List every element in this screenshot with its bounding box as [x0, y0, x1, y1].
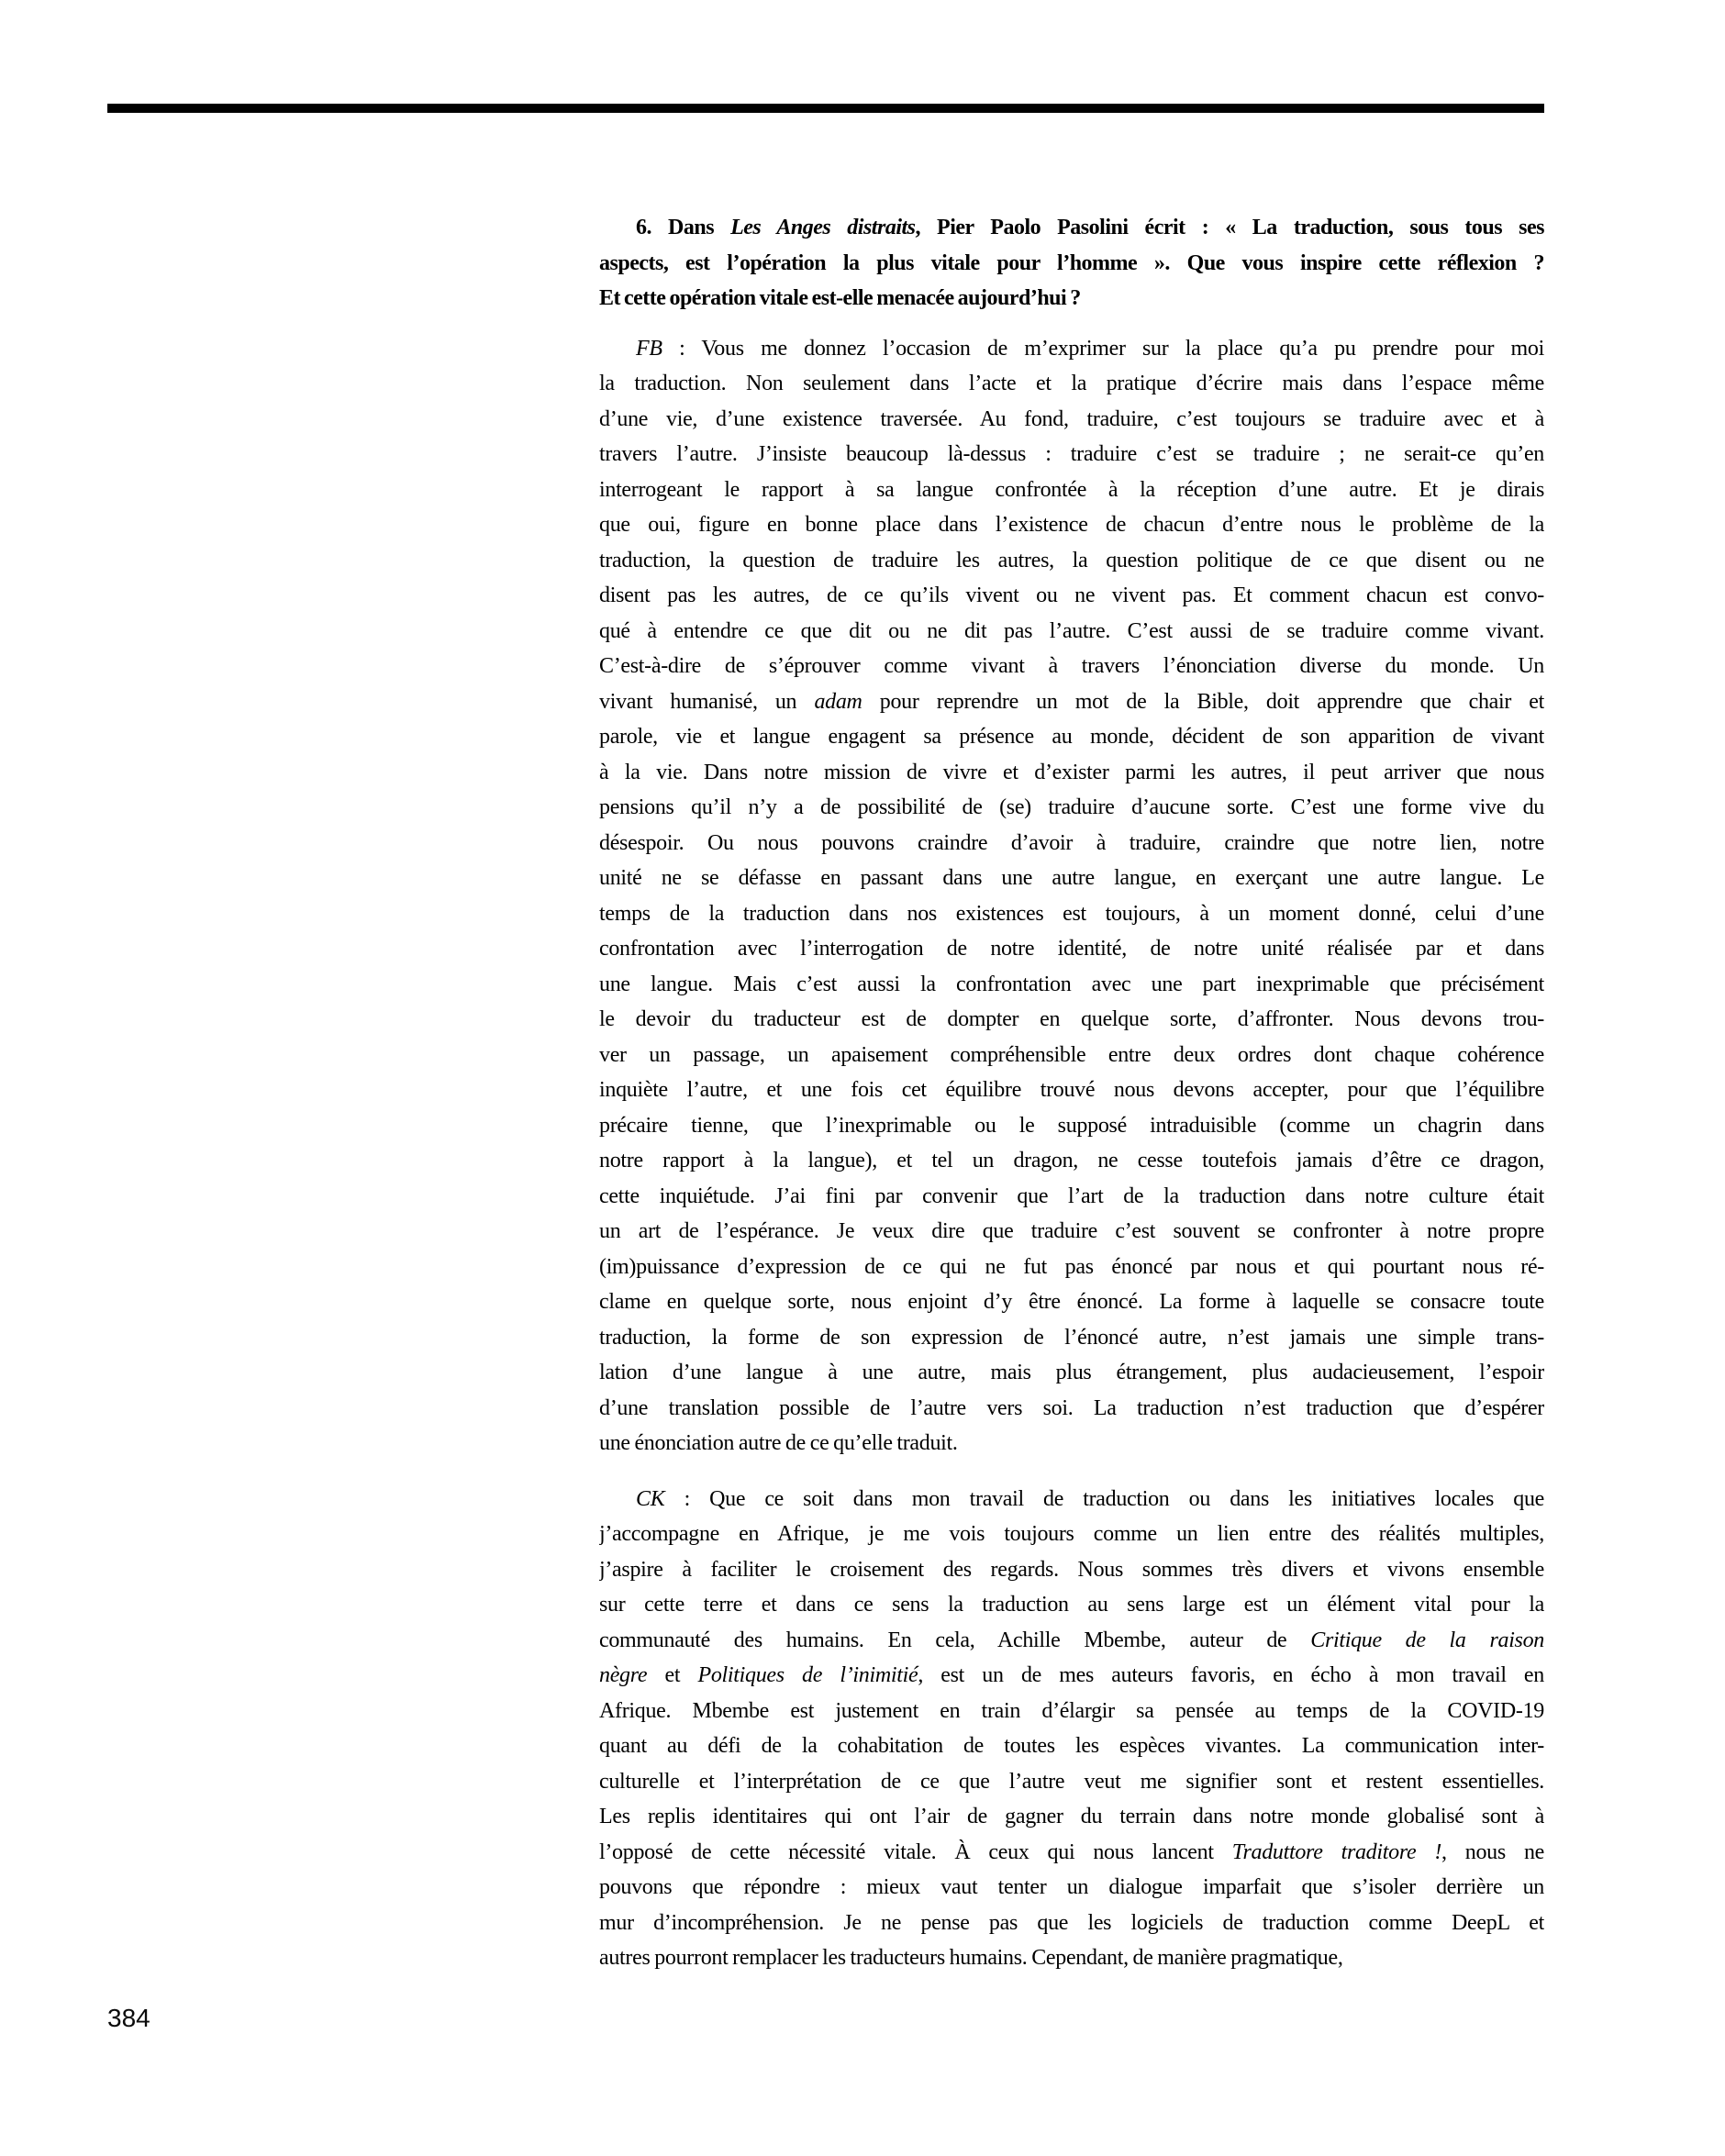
text-line: [599, 684, 1544, 720]
text-line: [599, 246, 1544, 282]
text-line: [599, 790, 1544, 826]
text-line: [599, 1179, 1544, 1215]
text-run: désespoir. Ou nous pouvons craindre d’avoir à traduire, craindre que notre lien, notre: [599, 830, 1544, 855]
text-line: [599, 1072, 1544, 1108]
text-line: [599, 1517, 1544, 1552]
text-run: , Pier Paolo Pasolini écrit : « La traduction, sous tous ses: [915, 216, 1544, 239]
text-line: [599, 896, 1544, 932]
text-line: [599, 1940, 1544, 1976]
text-run: qué à entendre ce que dit ou ne dit pas l’autre. C’est aussi de se traduire comme vivant.: [599, 618, 1544, 643]
text-line: [599, 1355, 1544, 1391]
text-run: une langue. Mais c’est aussi la confrontation avec une part inexprimable que précisément: [599, 972, 1544, 996]
text-run: vivant humanisé, un: [599, 689, 815, 714]
text-run: culturelle et l’interprétation de ce que l’autre veut me signifier sont et restent essentielles.: [599, 1769, 1544, 1794]
text-run: d’une vie, d’une existence traversée. Au fond, traduire, c’est toujours se traduire avec et à: [599, 406, 1544, 431]
text-run: sur cette terre et dans ce sens la traduction au sens large est un élément vital pour la: [599, 1593, 1544, 1617]
text-run: autres pourront remplacer les traducteurs humains. Cependant, de manière pragmatique,: [599, 1946, 1343, 1970]
italic-text-run: nègre: [599, 1663, 648, 1687]
text-run: , est un de mes auteurs favoris, en écho à mon travail en: [918, 1663, 1544, 1687]
text-run: que oui, figure en bonne place dans l’existence de chacun d’entre nous le problème de la: [599, 513, 1544, 537]
paragraph-fb: [599, 331, 1544, 1461]
text-run: et: [647, 1663, 698, 1687]
text-line: [599, 1426, 1544, 1461]
text-line: [599, 1284, 1544, 1320]
text-run: mur d’incompréhension. Je ne pense pas que les logiciels de traduction comme DeepL et: [599, 1910, 1544, 1935]
text-run: précaire tienne, que l’inexprimable ou le supposé intraduisible (comme un chagrin dans: [599, 1113, 1544, 1138]
text-line: [599, 861, 1544, 896]
text-line: [599, 967, 1544, 1003]
text-line: [599, 1214, 1544, 1250]
text-run: confrontation avec l’interrogation de notre identité, de notre unité réalisée par et dans: [599, 937, 1544, 961]
text-run: Et cette opération vitale est-elle menacée aujourd’hui ?: [599, 286, 1081, 310]
text-run: unité ne se défasse en passant dans une autre langue, en exerçant une autre langue. Le: [599, 866, 1544, 890]
text-run: pouvons que répondre : mieux vaut tenter un dialogue imparfait que s’isoler derrière un: [599, 1875, 1544, 1899]
text-line: [599, 210, 1544, 246]
text-line: [599, 366, 1544, 402]
paragraph-question: [599, 210, 1544, 317]
text-run: à la vie. Dans notre mission de vivre et d’exister parmi les autres, il peut arriver que nous: [599, 760, 1544, 784]
text-line: [599, 507, 1544, 543]
text-line: [599, 1552, 1544, 1588]
text-line: [599, 1870, 1544, 1906]
italic-text-run: CK: [636, 1486, 665, 1511]
text-run: lation d’une langue à une autre, mais plus étrangement, plus audacieusement, l’espoir: [599, 1361, 1544, 1384]
text-run: : Vous me donnez l’occasion de m’exprimer sur la place qu’a pu prendre pour moi: [662, 336, 1544, 361]
italic-text-run: Critique de la raison: [1310, 1628, 1544, 1652]
text-run: 6. Dans: [636, 216, 731, 239]
text-line: [599, 1108, 1544, 1144]
text-line: [599, 543, 1544, 579]
paragraph-ck: [599, 1482, 1544, 1976]
text-line: [599, 331, 1544, 367]
text-line: [599, 826, 1544, 861]
text-run: Les replis identitaires qui ont l’air de gagner du terrain dans notre monde globalisé sont à: [599, 1805, 1544, 1828]
text-line: [599, 1320, 1544, 1356]
text-run: j’accompagne en Afrique, je me vois toujours comme un lien entre des réalités multiples,: [599, 1522, 1544, 1546]
text-run: temps de la traduction dans nos existences est toujours, à un moment donné, celui d’une: [599, 901, 1544, 926]
text-run: (im)puissance d’expression de ce qui ne fut pas énoncé par nous et qui pourtant nous ré-: [599, 1254, 1544, 1279]
text-run: ver un passage, un apaisement compréhensible entre deux ordres dont chaque cohérence: [599, 1042, 1544, 1067]
text-run: d’une translation possible de l’autre vers soi. La traduction n’est traduction que d’espérer: [599, 1395, 1544, 1420]
text-line: [599, 1250, 1544, 1285]
text-run: inquiète l’autre, et une fois cet équilibre trouvé nous devons accepter, pour que l’équilibre: [599, 1078, 1544, 1102]
text-run: pensions qu’il n’y a de possibilité de (se) traduire d’aucune sorte. C’est une forme vive du: [599, 795, 1544, 819]
text-run: communauté des humains. En cela, Achille Mbembe, auteur de: [599, 1628, 1311, 1652]
text-run: Afrique. Mbembe est justement en train d’élargir sa pensée au temps de la COVID-19: [599, 1698, 1544, 1723]
text-line: [599, 437, 1544, 472]
text-run: traduction, la forme de son expression de l’énoncé autre, n’est jamais une simple trans-: [599, 1325, 1544, 1350]
text-line: [599, 719, 1544, 755]
text-run: notre rapport à la langue), et tel un dragon, ne cesse toutefois jamais d’être ce dragon,: [599, 1149, 1544, 1172]
text-run: interrogeant le rapport à sa langue confrontée à la réception d’une autre. Et je dirais: [599, 477, 1544, 502]
text-line: [599, 649, 1544, 684]
text-run: l’opposé de cette nécessité vitale. À ceux qui nous lancent: [599, 1839, 1232, 1864]
text-run: pour reprendre un mot de la Bible, doit apprendre que chair et: [862, 689, 1544, 714]
text-line: [599, 1799, 1544, 1835]
text-run: une énonciation autre de ce qu’elle traduit.: [599, 1431, 958, 1455]
text-column: [599, 210, 1544, 1976]
page-number: 384: [107, 2004, 150, 2032]
text-run: parole, vie et langue engagent sa présence au monde, décident de son apparition de vivant: [599, 725, 1544, 749]
text-line: [599, 1658, 1544, 1694]
text-run: , nous ne: [1441, 1839, 1544, 1864]
text-line: [599, 1623, 1544, 1659]
text-run: quant au défi de la cohabitation de toutes les espèces vivantes. La communication inter-: [599, 1734, 1544, 1758]
text-line: [599, 1835, 1544, 1871]
text-line: [599, 1587, 1544, 1623]
text-line: [599, 1143, 1544, 1179]
italic-text-run: adam: [814, 689, 862, 714]
text-line: [599, 1764, 1544, 1800]
italic-text-run: Traduttore traditore !: [1231, 1839, 1442, 1864]
text-line: [599, 931, 1544, 967]
text-run: travers l’autre. J’insiste beaucoup là-dessus : traduire c’est se traduire ; ne serait-ce qu’en: [599, 442, 1544, 466]
text-run: un art de l’espérance. Je veux dire que traduire c’est souvent se confronter à notre propre: [599, 1219, 1544, 1243]
text-line: [599, 755, 1544, 791]
text-line: [599, 578, 1544, 614]
text-run: la traduction. Non seulement dans l’acte et la pratique d’écrire mais dans l’espace même: [599, 372, 1544, 395]
text-line: [599, 1391, 1544, 1427]
text-line: [599, 1002, 1544, 1038]
italic-text-run: Les Anges distraits: [730, 216, 916, 239]
italic-text-run: FB: [636, 336, 662, 361]
top-rule: [107, 104, 1544, 113]
text-line: [599, 402, 1544, 438]
text-run: le devoir du traducteur est de dompter en quelque sorte, d’affronter. Nous devons trou-: [599, 1007, 1544, 1031]
text-line: [599, 472, 1544, 508]
text-line: [599, 281, 1544, 317]
text-line: [599, 614, 1544, 650]
text-line: [599, 1906, 1544, 1941]
italic-text-run: Politiques de l’inimitié: [697, 1663, 918, 1687]
text-run: : Que ce soit dans mon travail de traduction ou dans les initiatives locales que: [664, 1486, 1544, 1511]
text-run: cette inquiétude. J’ai fini par convenir que l’art de la traduction dans notre culture était: [599, 1184, 1544, 1208]
text-line: [599, 1728, 1544, 1764]
text-line: [599, 1482, 1544, 1517]
text-run: clame en quelque sorte, nous enjoint d’y être énoncé. La forme à laquelle se consacre toute: [599, 1290, 1544, 1314]
text-run: aspects, est l’opération la plus vitale pour l’homme ». Que vous inspire cette réflexion ?: [599, 250, 1544, 275]
text-run: traduction, la question de traduire les autres, la question politique de ce que disent ou ne: [599, 548, 1544, 572]
text-line: [599, 1694, 1544, 1729]
text-run: j’aspire à faciliter le croisement des regards. Nous sommes très divers et vivons ensemble: [599, 1557, 1544, 1582]
text-line: [599, 1038, 1544, 1073]
text-run: disent pas les autres, de ce qu’ils vivent ou ne vivent pas. Et comment chacun est convo-: [599, 583, 1544, 607]
text-run: C’est-à-dire de s’éprouver comme vivant à travers l’énonciation diverse du monde. Un: [599, 654, 1544, 678]
